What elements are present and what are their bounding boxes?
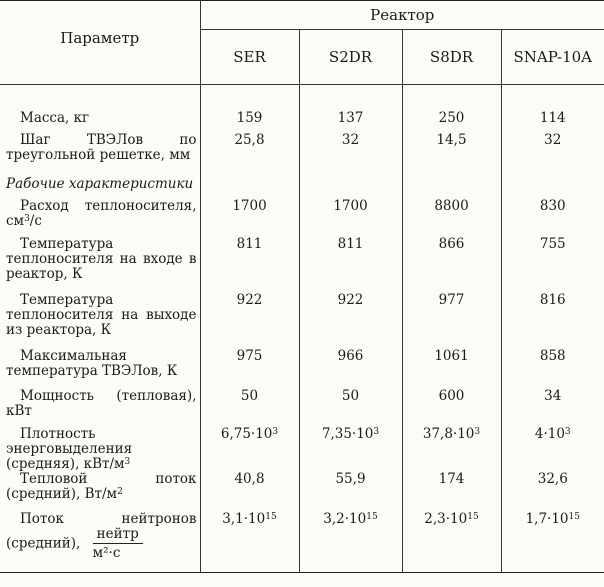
header-reactor-3: S8DR [402, 30, 501, 85]
header-reactor-4: SNAP-10A [501, 30, 604, 85]
cell: $1,7\cdot 10^{15}$ [501, 512, 604, 572]
cell: 8800 [402, 199, 501, 237]
cell: 32 [501, 133, 604, 177]
cell: 50 [200, 389, 299, 427]
row-mass [0, 111, 604, 133]
cell: 922 [299, 293, 402, 349]
header-reactor-2: S2DR [299, 30, 402, 85]
cell: 866 [402, 237, 501, 293]
cell: 174 [402, 472, 501, 512]
row-heat-flux [0, 472, 604, 512]
header-reactor-1: SER [233, 48, 266, 66]
row-power [0, 389, 604, 427]
cell: 114 [501, 111, 604, 133]
header-parameter: Параметр [0, 1, 200, 85]
row-label: Температура теплоносителя на выходе из реактора, К [0, 293, 200, 349]
cell: 1700 [299, 199, 402, 237]
cell: 14,5 [402, 133, 501, 177]
row-t-in [0, 237, 604, 293]
cell: 600 [402, 389, 501, 427]
row-section [0, 177, 604, 199]
cell: 50 [299, 389, 402, 427]
cell: 32,6 [501, 472, 604, 512]
cell: 975 [200, 349, 299, 389]
row-label: Поток нейтронов (средний), $\frac{\text{нейтр}}{\text{м²·с}}$ [0, 512, 200, 572]
cell: 32 [299, 133, 402, 177]
row-label: Плотность энерговыделения (средняя), кВт/$м^3$ [0, 427, 200, 472]
cell: 250 [402, 111, 501, 133]
cell: 966 [299, 349, 402, 389]
cell: 34 [501, 389, 604, 427]
cell: 858 [501, 349, 604, 389]
cell: 137 [299, 111, 402, 133]
row-t-out [0, 293, 604, 349]
row-label: Шаг ТВЭЛов по треугольной решетке, мм [0, 133, 200, 177]
cell: 977 [402, 293, 501, 349]
cell: $2,3\cdot 10^{15}$ [402, 512, 501, 572]
row-label: Температура теплоносителя на входе в реактор, К [0, 237, 200, 293]
cell: $37,8\cdot 10^3$ [402, 427, 501, 472]
header-reactor: Реактор [200, 1, 604, 30]
row-label: Тепловой поток (средний), $Вт/м^2$ [0, 472, 200, 512]
cell: 55,9 [299, 472, 402, 512]
cell: $4\cdot 10^3$ [501, 427, 604, 472]
cell: 755 [501, 237, 604, 293]
cell: 816 [501, 293, 604, 349]
row-label: Масса, кг [0, 111, 200, 133]
row-label: Расход теплоносителя, $см^3/с$ [0, 199, 200, 237]
row-neutron-flux [0, 512, 604, 572]
cell: 25,8 [200, 133, 299, 177]
row-pitch [0, 133, 604, 177]
cell: $7,35\cdot 10^3$ [299, 427, 402, 472]
row-flow [0, 199, 604, 237]
cell: 830 [501, 199, 604, 237]
row-label: Максимальная температура ТВЭЛов, К [0, 349, 200, 389]
cell: 811 [200, 237, 299, 293]
cell: $6,75\cdot 10^3$ [200, 427, 299, 472]
cell: $3,1\cdot 10^{15}$ [200, 512, 299, 572]
cell: 922 [200, 293, 299, 349]
unit-fraction: $\frac{\text{нейтр}}{\text{м²·с}}$ [93, 527, 143, 561]
cell: 1061 [402, 349, 501, 389]
row-density [0, 427, 604, 472]
cell: 40,8 [200, 472, 299, 512]
cell: 159 [200, 111, 299, 133]
cell: 1700 [200, 199, 299, 237]
row-t-max [0, 349, 604, 389]
row-label: Мощность (тепловая), кВт [0, 389, 200, 427]
section-title: Рабочие характеристики [0, 177, 200, 199]
cell: 811 [299, 237, 402, 293]
cell: $3,2\cdot 10^{15}$ [299, 512, 402, 572]
